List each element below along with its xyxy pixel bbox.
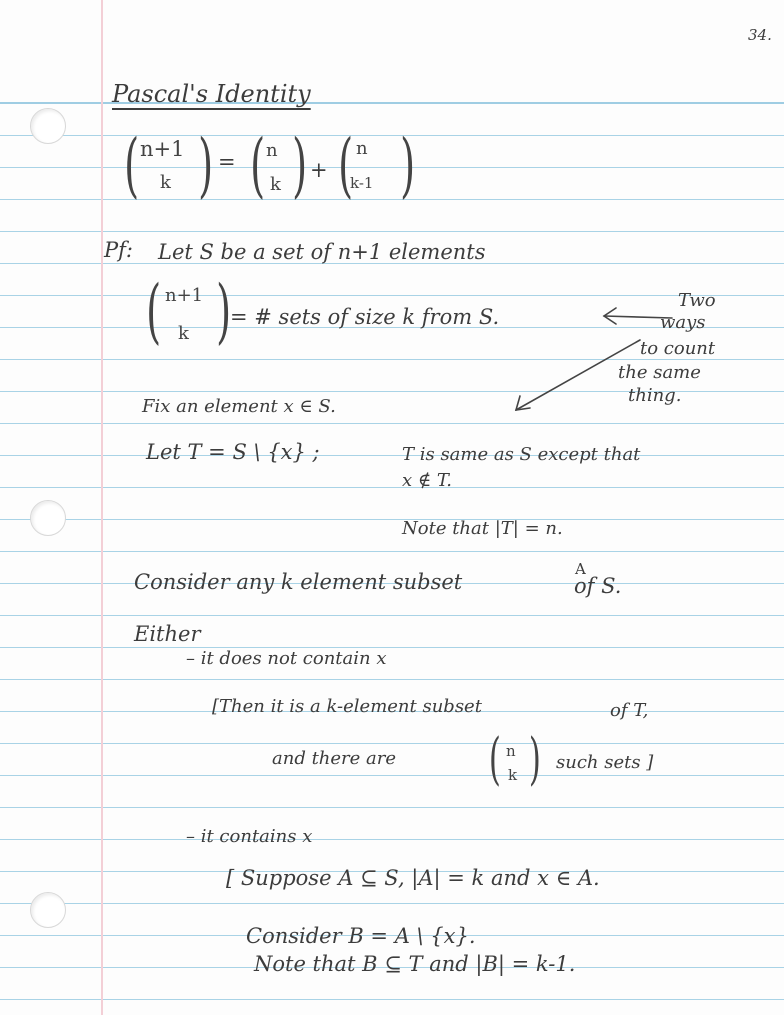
side-note-3: to count [640,338,716,359]
count-statement: = # sets of size k from S. [230,305,500,329]
case-1-bracket-line-2: and there are [272,748,397,769]
page-number: 34. [748,26,772,44]
case-2-bracket-line-1: [ Suppose A ⊆ S, |A| = k and x ∈ A. [226,866,600,890]
arrow-to-count-line [604,316,672,318]
side-note-1: Two [678,290,716,311]
lhs-bottom: k [160,172,171,193]
case-1: – it does not contain x [186,648,387,669]
case-1-bracket-line-1-end: of T, [610,700,649,721]
case-1-bracket-line-1: [Then it is a k-element subset [212,696,482,717]
left-paren-t2: ( [338,124,354,206]
right-paren-t2: ) [400,124,416,206]
term1-top: n [266,140,278,161]
right-paren-lhs: ) [198,124,214,206]
proof-label: Pf: [104,238,133,262]
side-note-4: the same [618,362,701,383]
x-not-in-t: x ∉ T. [402,470,453,491]
case-2: – it contains x [186,826,313,847]
count-bottom: k [178,323,189,344]
consider-subset: Consider any k element subset [134,570,463,594]
case-2-bracket-line-3: Note that B ⊆ T and |B| = k-1. [254,952,576,976]
page-title: Pascal's Identity [112,80,311,108]
left-paren-t1: ( [250,124,266,206]
proof-line-1: Let S be a set of n+1 elements [158,240,486,264]
plus-sign: + [310,158,328,182]
case-1-bracket-line-2-end: such sets ] [556,752,654,773]
count-left-paren: ( [146,270,162,352]
count-right-paren: ) [216,270,232,352]
define-t: Let T = S \ {x} ; [146,440,320,464]
case-2-bracket-line-2: Consider B = A \ {x}. [246,924,476,948]
lhs-top: n+1 [140,137,185,161]
case1-binom-bottom: k [508,766,518,784]
either-label: Either [134,622,201,646]
size-of-t: Note that |T| = n. [402,518,563,539]
term1-bottom: k [270,174,281,195]
case1-left-paren: ( [488,727,501,792]
side-note-2: ways [660,312,706,333]
subset-of-s: of S. [574,574,622,598]
arrow-to-fix-line [516,340,640,410]
side-note-5: thing. [628,385,682,406]
case1-right-paren: ) [528,727,541,792]
t-same-as-s: T is same as S except that [402,444,641,465]
insert-a-mark: A [575,560,586,578]
fix-element: Fix an element x ∈ S. [142,396,336,417]
right-paren-t1: ) [292,124,308,206]
case1-binom-top: n [506,742,516,760]
term2-bottom: k-1 [350,174,374,192]
term2-top: n [356,138,368,159]
left-paren-lhs: ( [124,124,140,206]
count-top: n+1 [165,285,204,306]
equals-sign: = [218,150,236,174]
